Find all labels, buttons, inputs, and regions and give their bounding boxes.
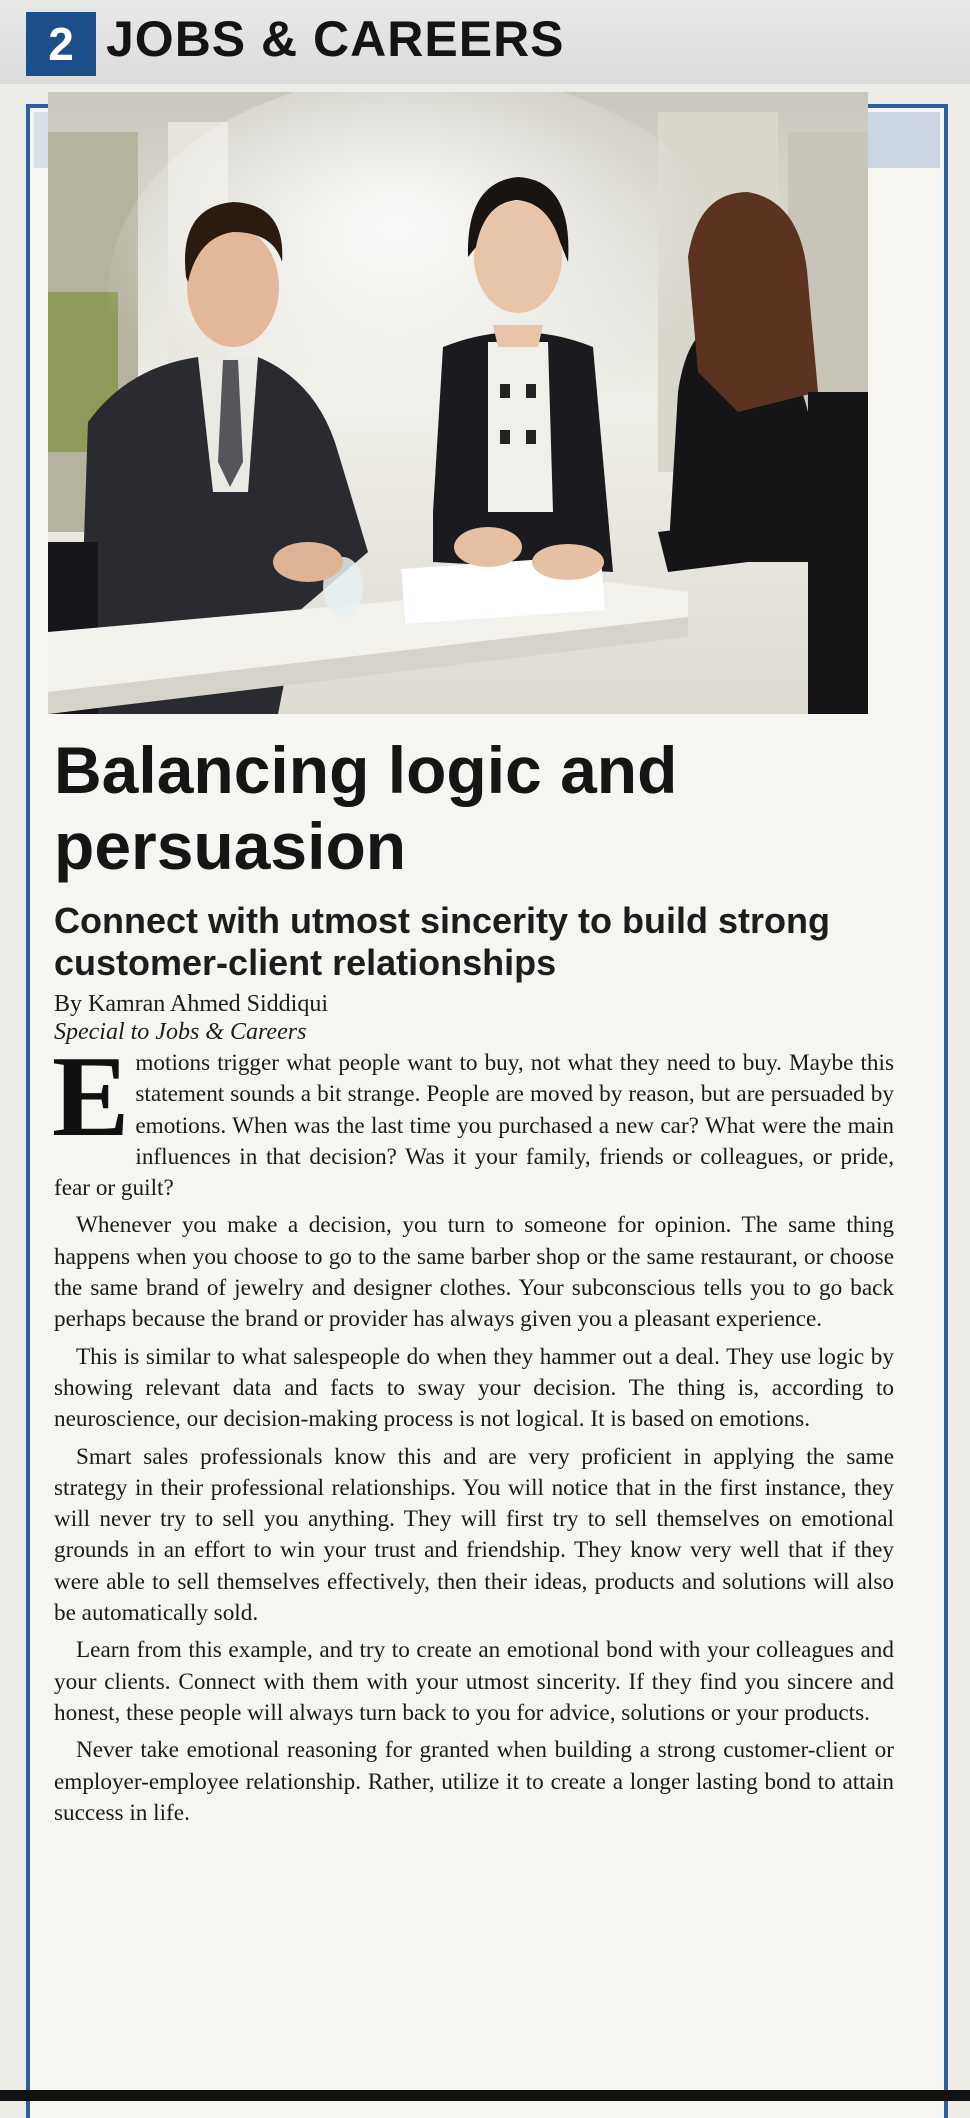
article-body	[52, 1033, 894, 1835]
paragraph: Smart sales professionals know this and are very proficient in applying the same strategy in their professional relationships. You will notice that in the first instance, they will never try to sell you anything. They will first try to sell themselves on emotional grounds in an effort to win your trust and friendship. They know very well that if they were able to sell themselves effectively, then their ideas, products and solutions will also be automatically sold.	[54, 1443, 894, 1627]
page-number: 2	[26, 12, 96, 76]
author-name: By Kamran Ahmed Siddiqui	[54, 991, 328, 1017]
paragraph	[52, 1033, 894, 1204]
paragraph-text: motions trigger what people want to buy, not what they need to buy. Maybe this statement sounds a bit strange. People are moved by reason, but are persuaded by emotions. When was the last time you purchased a new car? What were the main influences in that decision? Was it your family, friends or colleagues, or pride, fear or guilt?	[54, 1050, 894, 1202]
article-photo	[48, 92, 868, 714]
section-title: JOBS & CAREERS	[106, 11, 565, 67]
paragraph: This is similar to what salespeople do when they hammer out a deal. They use logic by showing relevant data and facts to sway your decision. The thing is, according to neuroscience, our decision-making process is not logical. It is based on emotions.	[54, 1343, 894, 1433]
paragraph: Never take emotional reasoning for granted when building a strong customer-client or employer-employee relationship. Rather, utilize it to create a longer lasting bond to attain success in life.	[54, 1737, 894, 1826]
bottom-rule	[0, 2090, 970, 2101]
paragraph: Learn from this example, and try to create an emotional bond with your colleagues and your clients. Connect with them with your utmost sincerity. If they find you sincere and honest, these people will always turn back to you for advice, solutions or your products.	[54, 1637, 894, 1726]
subheadline: Connect with utmost sincerity to build strong customer-client relationships	[54, 900, 831, 983]
author-credit: Special to Jobs & Careers	[54, 1019, 307, 1045]
business-meeting-illustration	[48, 92, 868, 714]
drop-cap: E	[52, 1033, 130, 1161]
headline: Balancing logic and persuasion	[54, 733, 678, 883]
section-header	[0, 0, 970, 84]
paragraph: Whenever you make a decision, you turn to someone for opinion. The same thing happens when you choose to go to the same barber shop or the same restaurant, or choose the same brand of jewelry and designer clothes. Your subconscious tells you to go back perhaps because the brand or provider has always given you a pleasant experience.	[54, 1212, 894, 1333]
